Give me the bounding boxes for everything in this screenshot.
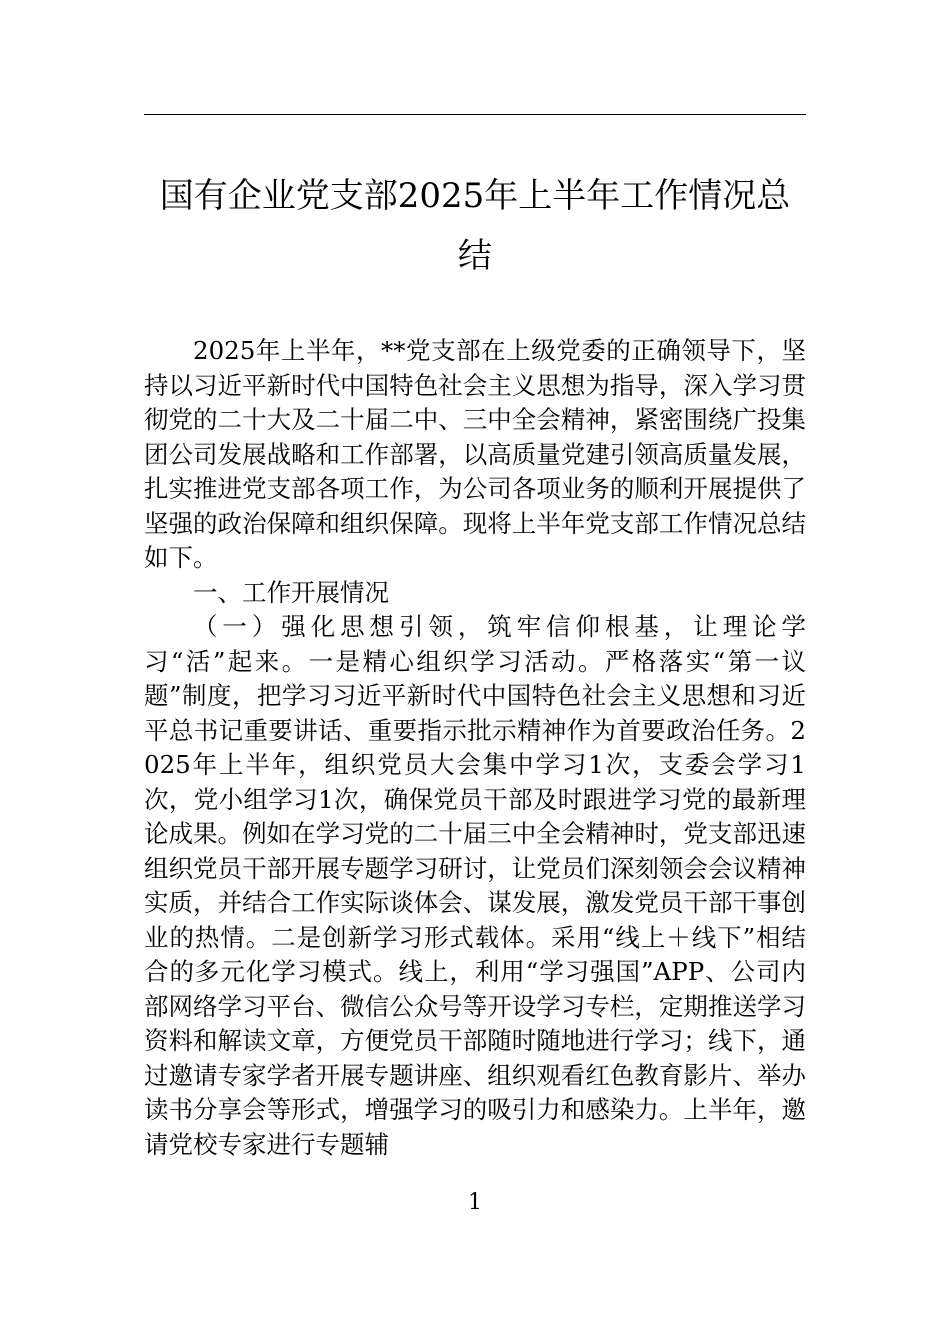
body-paragraph: （一）强化思想引领，筑牢信仰根基，让理论学习“活”起来。一是精心组织学习活动。严格落实“第一议题”制度，把学习习近平新时代中国特色社会主义思想和习近平总书记重要讲话、重要指示批示精神作为首要政治任务。2025年上半年，组织党员大会集中学习1次，支委会学习1次，党小组学习1次，确保党员干部及时跟进学习党的最新理论成果。例如在学习党的二十届三中全会精神时，党支部迅速组织党员干部开展专题学习研讨，让党员们深刻领会会议精神实质，并结合工作实际谈体会、谋发展，激发党员干部干事创业的热情。二是创新学习形式载体。采用“线上＋线下”相结合的多元化学习模式。线上，利用“学习强国”APP、公司内部网络学习平台、微信公众号等开设学习专栏，定期推送学习资料和解读文章，方便党员干部随时随地进行学习；线下，通过邀请专家学者开展专题讲座、组织观看红色教育影片、举办读书分享会等形式，增强学习的吸引力和感染力。上半年，邀请党校专家进行专题辅: [144, 612, 806, 1159]
intro-paragraph: 2025年上半年，**党支部在上级党委的正确领导下，坚持以习近平新时代中国特色社会主义思想为指导，深入学习贯彻党的二十大及二十届二中、三中全会精神，紧密围绕广投集团公司发展战略和工作部署，以高质量党建引领高质量发展，扎实推进党支部各项工作，为公司各项业务的顺利开展提供了坚强的政治保障和组织保障。现将上半年党支部工作情况总结如下。: [144, 336, 806, 572]
document-body: [144, 334, 806, 1162]
page-number: 1: [468, 1190, 482, 1215]
section-heading: 一、工作开展情况: [193, 577, 389, 607]
header-rule: [144, 114, 806, 115]
document-title: 国有企业党支部2025年上半年工作情况总结: [159, 176, 791, 276]
